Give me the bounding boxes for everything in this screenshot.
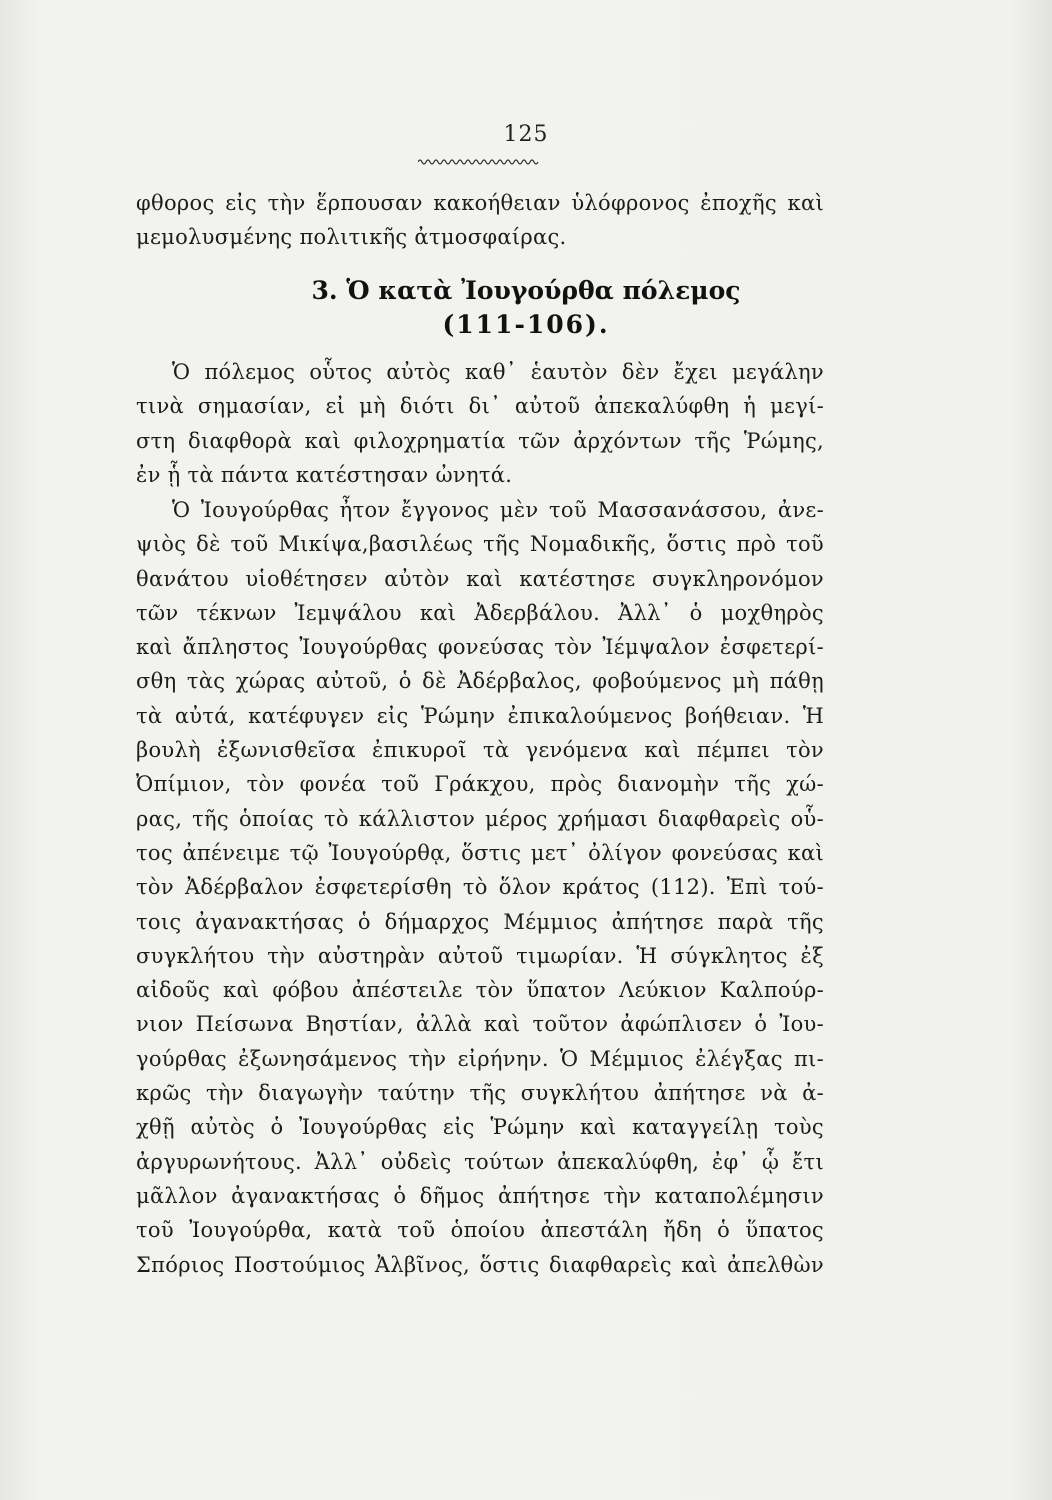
text-line: τινὰ σημασίαν, εἰ μὴ διότι δι᾽ αὐτοῦ ἀπεκαλύφθη ἡ μεγί- (136, 394, 824, 419)
text-line: θανάτου υἱοθέτησεν αὐτὸν καὶ κατέστησε συγκληρονόμον (136, 566, 824, 591)
text-line: Ὁ πόλεμος οὗτος αὐτὸς καθ᾽ ἑαυτὸν δὲν ἔχει μεγάλην (172, 360, 824, 384)
text-line: τος ἀπένειμε τῷ Ἰουγούρθᾳ, ὅστις μετ᾽ ὀλίγον φονεύσας καὶ (136, 840, 824, 865)
text-line: τὸν Ἀδέρβαλον ἐσφετερίσθη τὸ ὅλον κράτος (112). Ἐπὶ τού- (136, 875, 824, 900)
text-line: Ὁ Ἰουγούρθας ἦτον ἔγγονος μὲν τοῦ Μασσανάσσου, ἀνε- (172, 498, 824, 522)
text-line: καὶ ἄπληστος Ἰουγούρθας φονεύσας τὸν Ἰέμψαλον ἐσφετερί- (136, 635, 824, 660)
intro-text (136, 186, 824, 255)
text-line: τὰ αὐτά, κατέφυγεν εἰς Ῥώμην ἐπικαλούμενος βοήθειαν. Ἡ (136, 703, 824, 728)
text-line: Ὀπίμιον, τὸν φονέα τοῦ Γράκχου, πρὸς διανομὴν τῆς χώ- (136, 772, 824, 797)
text-line: ἐν ᾗ τὰ πάντα κατέστησαν ὠνητά. (136, 462, 513, 487)
text-line: τῶν τέκνων Ἰεμψάλου καὶ Ἀδερβάλου. Ἀλλ᾽ ὁ μοχθηρὸς (136, 600, 824, 625)
text-line: σθη τὰς χώρας αὐτοῦ, ὁ δὲ Ἀδέρβαλος, φοβούμενος μὴ πάθῃ (136, 669, 824, 694)
text-line: μεμολυσμένης πολιτικῆς ἀτμοσφαίρας. (136, 225, 567, 250)
text-line: τοις ἀγανακτήσας ὁ δήμαρχος Μέμμιος ἀπήτησε παρὰ τῆς (136, 909, 824, 934)
wavy-rule-ornament (418, 158, 540, 166)
section-heading: 3. Ὁ κατὰ Ἰουγούρθα πόλεμος (311, 276, 741, 305)
paragraph-2 (136, 493, 824, 1282)
text-line: φθορος εἰς τὴν ἕρπουσαν κακοήθειαν ὑλόφρονος ἐποχῆς καὶ (136, 191, 824, 215)
text-line: μᾶλλον ἀγανακτήσας ὁ δῆμος ἀπήτησε τὴν καταπολέμησιν (136, 1183, 824, 1208)
text-line: στη διαφθορὰ καὶ φιλοχρηματία τῶν ἀρχόντων τῆς Ῥώμης, (136, 428, 824, 453)
paragraph-1 (136, 355, 824, 492)
text-line: νιον Πείσωνα Βηστίαν, ἀλλὰ καὶ τοῦτον ἀφώπλισεν ὁ Ἰου- (136, 1012, 824, 1037)
text-line: γούρθας ἐξωνησάμενος τὴν εἰρήνην. Ὁ Μέμμιος ἐλέγξας πι- (136, 1046, 824, 1071)
text-line: τοῦ Ἰουγούρθα, κατὰ τοῦ ὁποίου ἀπεστάλη ἤδη ὁ ὕπατος (136, 1218, 824, 1243)
text-line: Σπόριος Ποστούμιος Ἀλβῖνος, ὅστις διαφθαρεὶς καὶ ἀπελθὼν (136, 1252, 824, 1277)
text-line: συγκλήτου τὴν αὐστηρὰν αὐτοῦ τιμωρίαν. Ἡ σύγκλητος ἐξ (136, 943, 824, 968)
text-line: ψιὸς δὲ τοῦ Μικίψα,βασιλέως τῆς Νομαδικῆς, ὅστις πρὸ τοῦ (136, 532, 824, 557)
text-line: αἰδοῦς καὶ φόβου ἀπέστειλε τὸν ὕπατον Λεύκιον Καλπούρ- (136, 978, 824, 1003)
text-line: βουλὴ ἐξωνισθεῖσα ἐπικυροῖ τὰ γενόμενα καὶ πέμπει τὸν (136, 738, 824, 763)
text-line: ἀργυρωνήτους. Ἀλλ᾽ οὐδεὶς τούτων ἀπεκαλύφθη, ἐφ᾽ ᾧ ἔτι (136, 1149, 824, 1174)
section-heading-dates: (111-106). (442, 310, 610, 339)
page-number: 125 (503, 122, 549, 147)
text-line: χθῇ αὐτὸς ὁ Ἰουγούρθας εἰς Ῥώμην καὶ καταγγείλῃ τοὺς (136, 1115, 824, 1140)
text-line: κρῶς τὴν διαγωγὴν ταύτην τῆς συγκλήτου ἀπήτησε νὰ ἀ- (136, 1081, 824, 1106)
text-line: ρας, τῆς ὁποίας τὸ κάλλιστον μέρος χρήμασι διαφθαρεὶς οὗ- (136, 806, 824, 831)
